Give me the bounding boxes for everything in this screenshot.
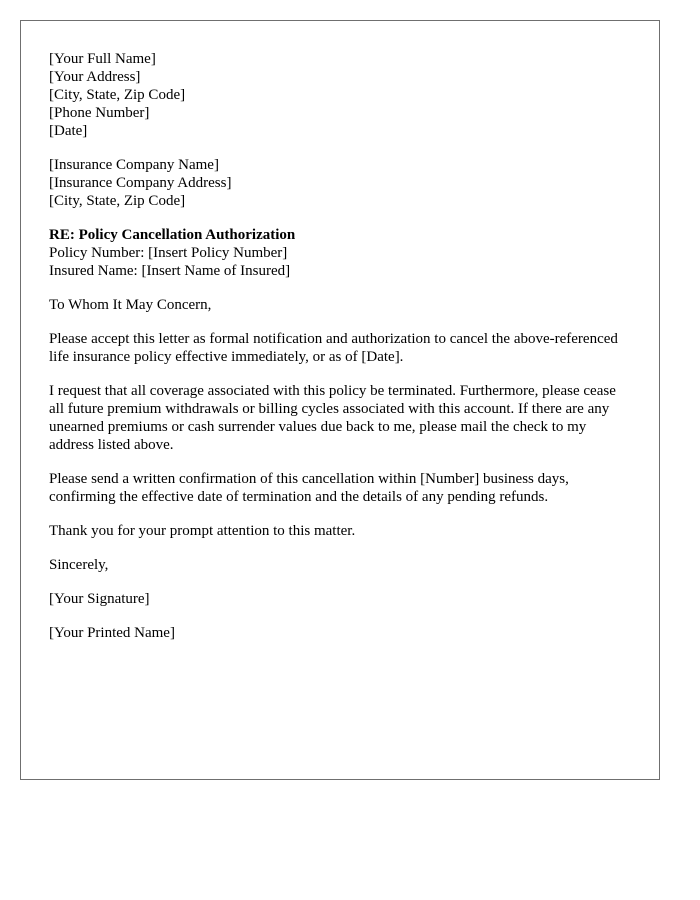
sender-city-state-zip: [City, State, Zip Code] (49, 87, 186, 103)
subject-block (49, 226, 631, 280)
letter-date: [Date] (49, 123, 88, 139)
body-paragraph-3: Please send a written confirmation of this cancellation within [Number] business days, confirming the effective date of termination and the details of any pending refunds. (49, 471, 569, 505)
printed-name-placeholder: [Your Printed Name] (49, 625, 175, 641)
recipient-info (49, 156, 631, 210)
sender-address: [Your Address] (49, 69, 141, 85)
recipient-city-state-zip: [City, State, Zip Code] (49, 193, 186, 209)
recipient-company-address: [Insurance Company Address] (49, 175, 232, 191)
valediction: Sincerely, (49, 557, 109, 573)
insured-name-line: Insured Name: [Insert Name of Insured] (49, 263, 291, 279)
sender-phone: [Phone Number] (49, 105, 150, 121)
body-paragraph-4: Thank you for your prompt attention to this matter. (49, 523, 356, 539)
sender-name: [Your Full Name] (49, 51, 156, 67)
sender-info (49, 50, 631, 140)
recipient-company-name: [Insurance Company Name] (49, 157, 219, 173)
letter-document (20, 20, 660, 780)
body-paragraph-1: Please accept this letter as formal notification and authorization to cancel the above-referenced life insurance policy effective immediately, or as of [Date]. (49, 331, 618, 365)
policy-number-line: Policy Number: [Insert Policy Number] (49, 245, 288, 261)
subject-re-line: RE: Policy Cancellation Authorization (49, 227, 296, 243)
signature-placeholder: [Your Signature] (49, 591, 150, 607)
salutation: To Whom It May Concern, (49, 297, 212, 313)
body-paragraph-2: I request that all coverage associated with this policy be terminated. Furthermore, please cease all future premium withdrawals or billing cycles associated with this account. If there are any unearned premiums or cash surrender values due back to me, please mail the check to my address listed above. (49, 383, 616, 453)
